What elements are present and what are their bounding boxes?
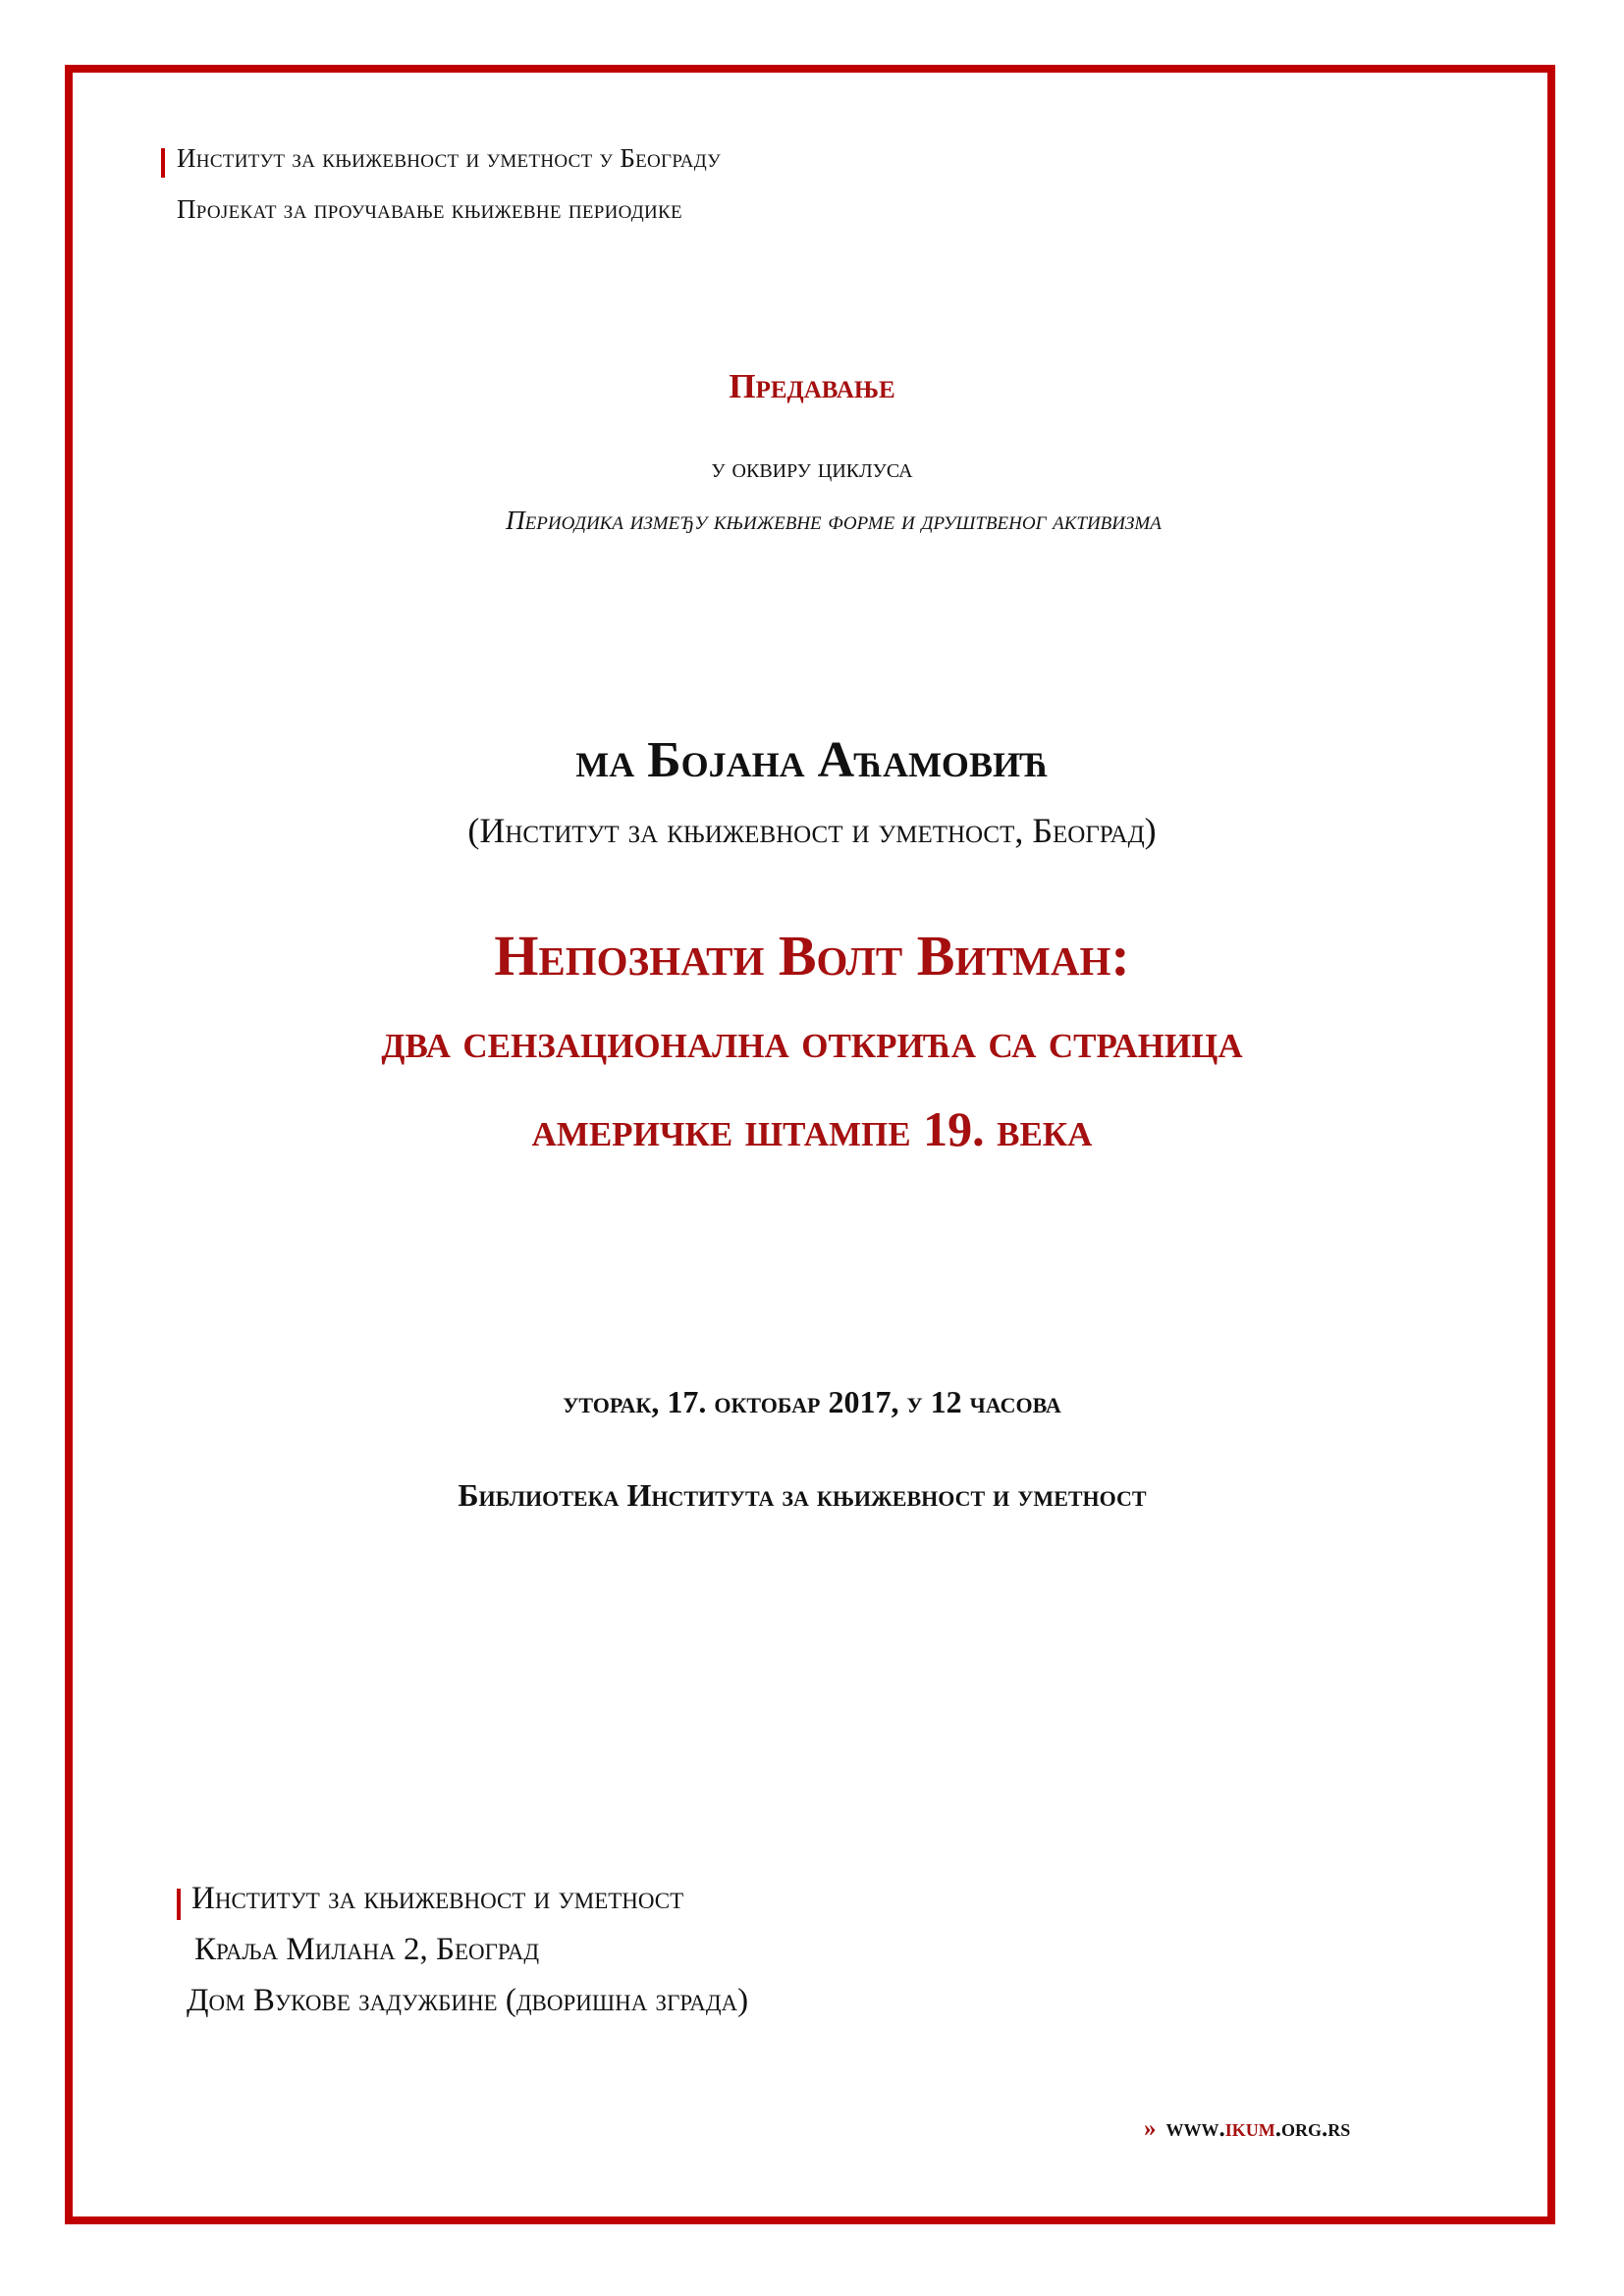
website-www: www.: [1165, 2115, 1225, 2142]
header-accent-bar: [161, 148, 165, 178]
event-location: Библиотека Института за књижевност и уметност: [458, 1477, 1147, 1513]
footer-accent-bar: [177, 1889, 181, 1920]
address-line1: Институт за књижевност и уметност: [191, 1881, 684, 1916]
header-institute: Институт за књижевност и уметност у Београду: [177, 143, 722, 173]
event-datetime: уторак, 17. октобар 2017, у 12 часова: [563, 1384, 1061, 1419]
double-chevron-icon: »: [1144, 2115, 1157, 2142]
speaker-line: [0, 731, 1624, 789]
speaker-name: Бојана Аћамовић: [647, 732, 1049, 788]
speaker-title: ма: [575, 732, 635, 788]
website-link[interactable]: [1144, 2115, 1350, 2143]
website-ikum: ikum: [1224, 2115, 1275, 2142]
series-name: Периодика између књижевне форме и друштвеног активизма: [506, 506, 1162, 535]
lecture-title-line2: два сензационална открића са страница: [381, 1013, 1243, 1068]
event-type-heading: Предавање: [729, 367, 895, 405]
series-prefix: у оквиру циклуса: [711, 454, 913, 484]
website-tld: .org.rs: [1274, 2115, 1351, 2142]
address-line2: Краља Милана 2, Београд: [194, 1932, 540, 1967]
header-project: Пројекат за проучавање књижевне периодике: [177, 194, 682, 224]
lecture-title-line1: Непознати Волт Витман:: [494, 924, 1130, 988]
address-line3: Дом Вукове задужбине (дворишна зграда): [187, 1983, 749, 2018]
speaker-affiliation: (Институт за књижевност и уметност, Београд): [467, 811, 1157, 850]
lecture-title-line3: америчке штампе 19. века: [531, 1101, 1093, 1156]
